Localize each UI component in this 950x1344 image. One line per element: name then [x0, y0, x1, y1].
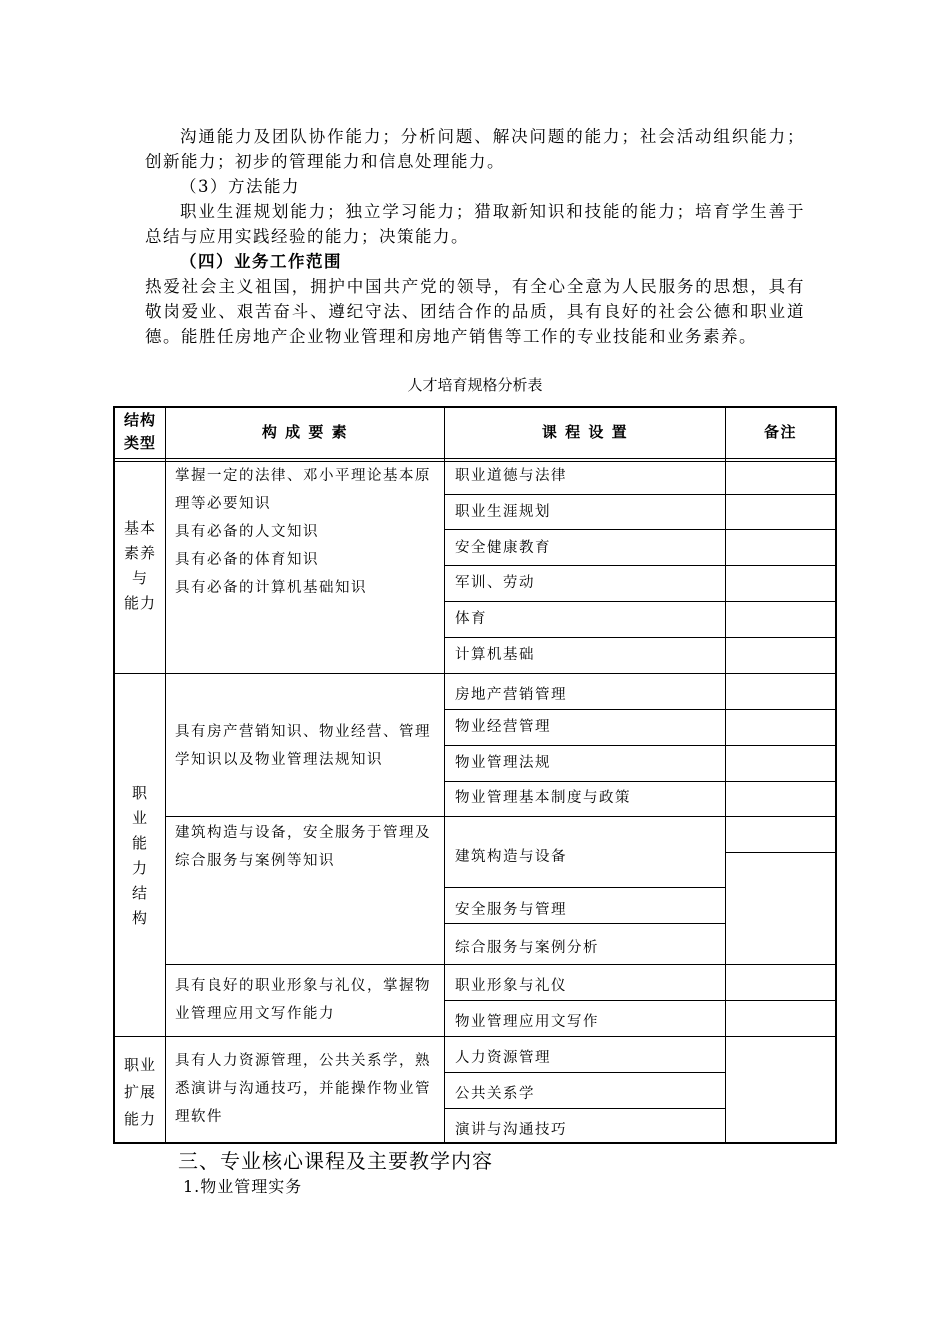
- header-type: 结构 类型: [123, 411, 156, 452]
- header-elements: 构 成 要 素: [261, 423, 349, 441]
- g2-element-b: 建筑构造与设备，安全服务于管理及综合服务与案例等知识: [175, 825, 431, 869]
- course-cell: 物业管理应用文写作: [455, 1014, 599, 1030]
- course-cell: 职业形象与礼仪: [455, 978, 567, 994]
- course-cell: 安全健康教育: [455, 540, 551, 556]
- course-cell: 职业道德与法律: [455, 468, 567, 484]
- course-cell: 安全服务与管理: [455, 902, 567, 918]
- course-cell: 物业经营管理: [455, 719, 551, 735]
- paragraph-scope: 热爱社会主义祖国，拥护中国共产党的领导，有全心全意为人民服务的思想，具有敬岗爱业、艰苦奋斗、遵纪守法、团结合作的品质，具有良好的社会公德和职业道德。能胜任房地产企业物业管理和房地产销售等工作的专业技能和业务素养。: [145, 277, 805, 346]
- header-notes: 备注: [763, 423, 797, 441]
- header-courses: 课 程 设 置: [541, 423, 629, 441]
- section-heading-core-courses: 三、专业核心课程及主要教学内容: [178, 1149, 493, 1173]
- element-item: 具有必备的人文知识: [175, 524, 319, 540]
- paragraph-method-heading: （3）方法能力: [180, 177, 300, 196]
- g3-element: 具有人力资源管理，公共关系学，熟悉演讲与沟通技巧，并能操作物业管理软件: [175, 1053, 431, 1125]
- type-professional-ability: 职 业 能 力 结 构: [131, 784, 148, 927]
- course-cell: 体育: [455, 611, 487, 627]
- paragraph-communication: 沟通能力及团队协作能力；分析问题、解决问题的能力；社会活动组织能力；创新能力；初步的管理能力和信息处理能力。: [145, 127, 805, 171]
- element-item: 掌握一定的法律、邓小平理论基本原理等必要知识: [175, 468, 431, 512]
- course-cell: 公共关系学: [455, 1086, 535, 1102]
- g2-element-c: 具有良好的职业形象与礼仪，掌握物业管理应用文写作能力: [175, 978, 431, 1022]
- paragraph-method: 职业生涯规划能力；独立学习能力；猎取新知识和技能的能力；培育学生善于总结与应用实践经验的能力；决策能力。: [145, 202, 805, 246]
- course-cell: 物业管理基本制度与政策: [455, 790, 631, 806]
- g1-elements: [175, 462, 441, 602]
- course-cell: 物业管理法规: [455, 755, 551, 771]
- type-extended-ability: 职业 扩展 能力: [123, 1056, 156, 1128]
- table-caption: 人才培育规格分析表: [407, 376, 543, 394]
- element-item: 具有必备的体育知识: [175, 552, 319, 568]
- g2-element-a: 具有房产营销知识、物业经营、管理学知识以及物业管理法规知识: [175, 724, 431, 768]
- course-cell: 人力资源管理: [455, 1050, 551, 1066]
- course-cell: 军训、劳动: [455, 575, 535, 591]
- subsection-property-management: 1.物业管理实务: [183, 1177, 303, 1196]
- element-item: 具有必备的计算机基础知识: [175, 580, 367, 596]
- course-cell: 房地产营销管理: [455, 687, 567, 703]
- course-cell: 建筑构造与设备: [455, 849, 567, 865]
- talent-spec-table: [113, 406, 837, 1144]
- type-basic-quality: 基本 素养 与 能力: [123, 519, 156, 612]
- course-cell: 演讲与沟通技巧: [455, 1122, 567, 1138]
- section-heading-scope: （四）业务工作范围: [180, 252, 342, 271]
- course-cell: 计算机基础: [455, 647, 535, 663]
- course-cell: 综合服务与案例分析: [455, 940, 599, 956]
- course-cell: 职业生涯规划: [455, 504, 551, 520]
